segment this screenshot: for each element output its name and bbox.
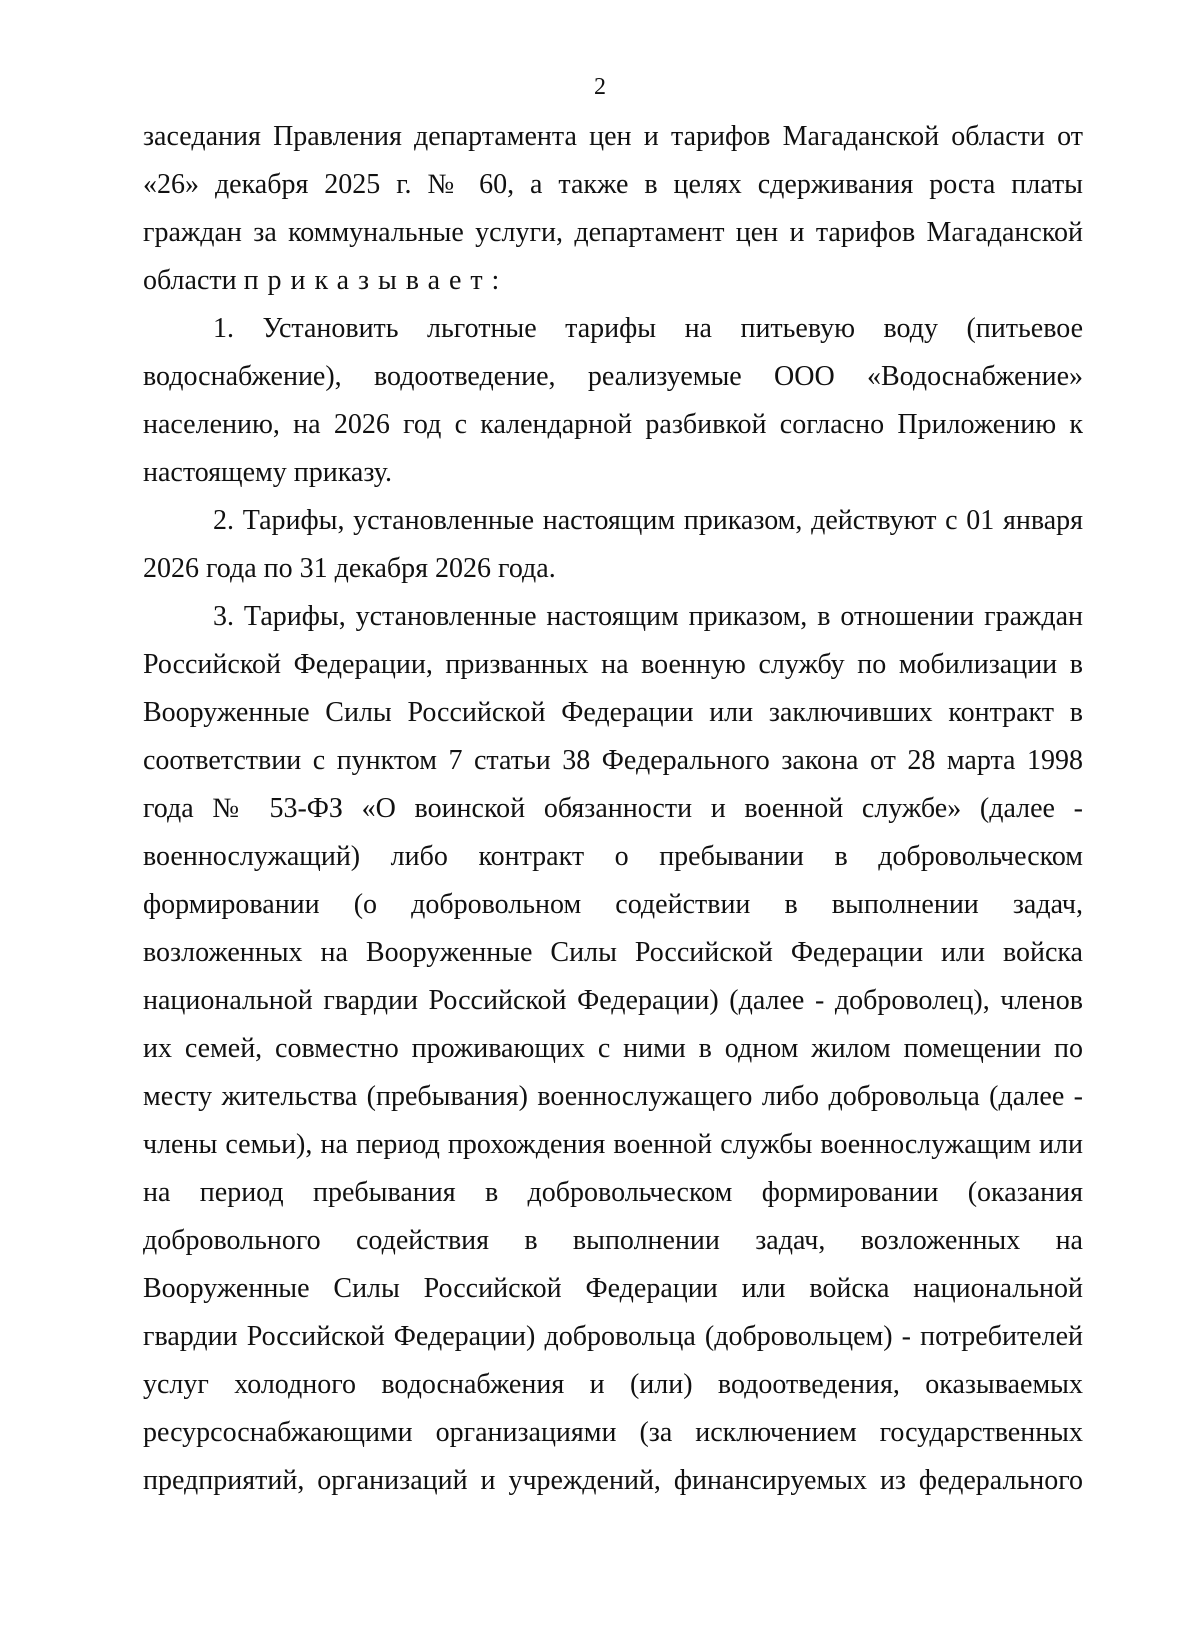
clause-2-line: 2. Тарифы, установленные настоящим приказом, действуют с 01 января [213,505,1083,536]
text-line: года № 53-ФЗ «О воинской обязанности и военной службе» (далее - [143,793,1083,824]
text-line: возложенных на Вооруженные Силы Российской Федерации или войска [143,937,1083,968]
text-line: гвардии Российской Федерации) добровольца (добровольцем) - потребителей [143,1321,1083,1352]
text-line [143,257,1083,305]
text-line: их семей, совместно проживающих с ними в одном жилом помещении по [143,1033,1083,1064]
text-line-start: области [143,265,237,296]
text-line: населению, на 2026 год с календарной разбивкой согласно Приложению к [143,409,1083,440]
text-line: граждан за коммунальные услуги, департамент цен и тарифов Магаданской [143,217,1083,248]
text-line: настоящему приказу. [143,457,393,488]
text-line: услуг холодного водоснабжения и (или) водоотведения, оказываемых [143,1369,1083,1400]
text-line: национальной гвардии Российской Федерации) (далее - доброволец), членов [143,985,1083,1016]
text-line: 2026 года по 31 декабря 2026 года. [143,553,556,584]
clause-1-line: 1. Установить льготные тарифы на питьевую воду (питьевое [213,313,1083,344]
text-line: водоснабжение), водоотведение, реализуемые ООО «Водоснабжение» [143,361,1083,392]
order-keyword: приказывает: [243,265,509,296]
page-number: 2 [594,74,606,100]
text-line: месту жительства (пребывания) военнослужащего либо добровольца (далее - [143,1081,1083,1112]
text-line: военнослужащий) либо контракт о пребывании в добровольческом [143,841,1083,872]
text-line: ресурсоснабжающими организациями (за исключением государственных [143,1417,1083,1448]
text-line: «26» декабря 2025 г. № 60, а также в целях сдерживания роста платы [143,169,1083,200]
text-line: Вооруженные Силы Российской Федерации или заключивших контракт в [143,697,1083,728]
text-line: предприятий, организаций и учреждений, финансируемых из федерального [143,1465,1083,1496]
text-line: Вооруженные Силы Российской Федерации или войска национальной [143,1273,1083,1304]
text-line: формировании (о добровольном содействии в выполнении задач, [143,889,1083,920]
text-line: заседания Правления департамента цен и тарифов Магаданской области от [143,121,1083,152]
text-line: добровольного содействия в выполнении задач, возложенных на [143,1225,1083,1256]
text-line: Российской Федерации, призванных на военную службу по мобилизации в [143,649,1083,680]
text-line: на период пребывания в добровольческом формировании (оказания [143,1177,1083,1208]
clause-3-line: 3. Тарифы, установленные настоящим приказом, в отношении граждан [213,601,1083,632]
text-line: члены семьи), на период прохождения военной службы военнослужащим или [143,1129,1083,1160]
text-line: соответствии с пунктом 7 статьи 38 Федерального закона от 28 марта 1998 [143,745,1083,776]
